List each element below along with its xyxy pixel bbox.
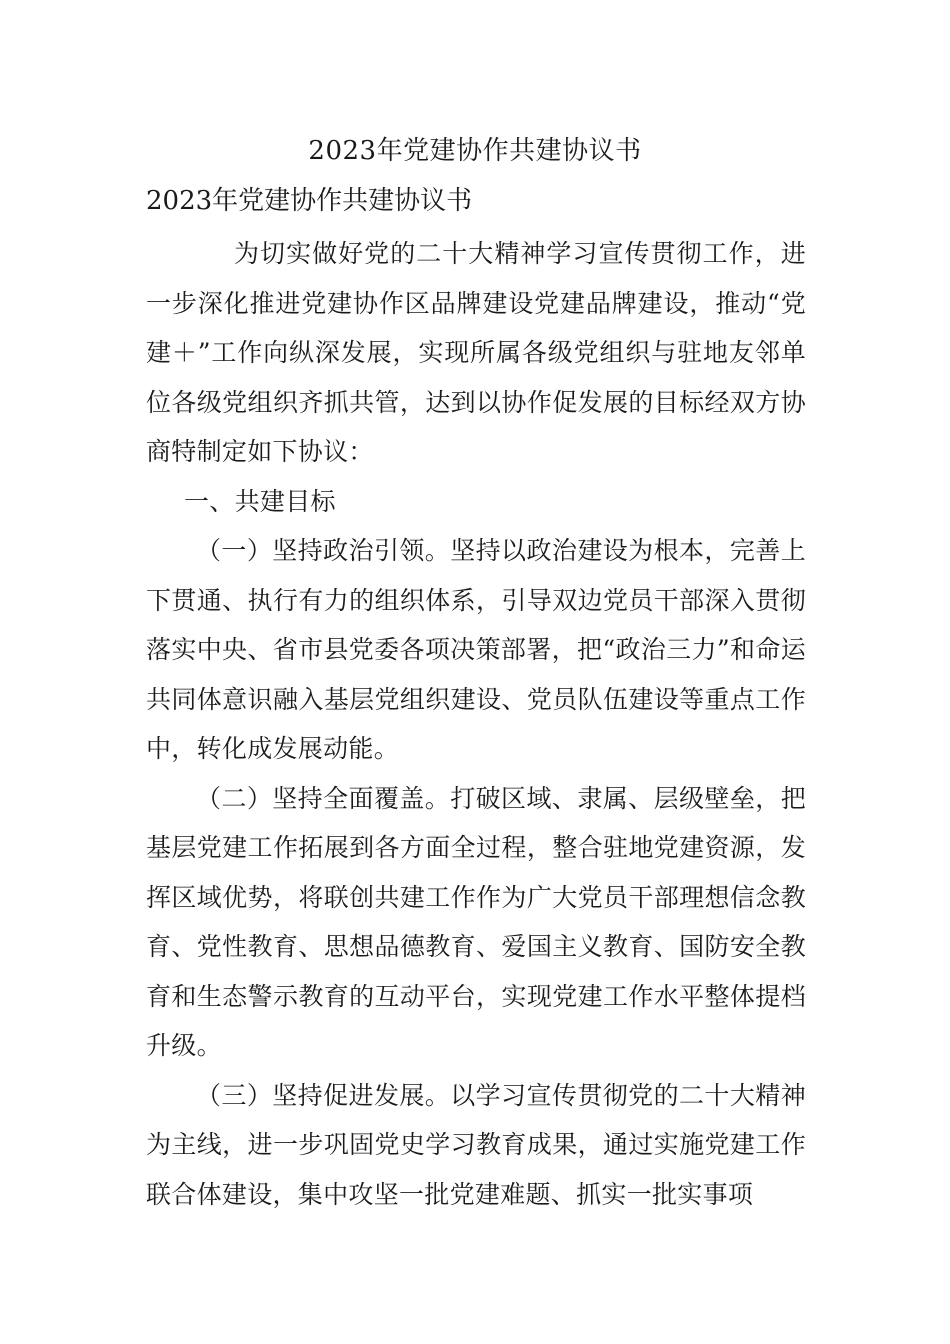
- paragraph-political-leadership: （一）坚持政治引领。坚持以政治建设为根本，完善上下贯通、执行有力的组织体系，引导双边党员干部深入贯彻落实中央、省市县党委各项决策部署，把“政治三力”和命运共同体意识融入基层党组织建设、党员队伍建设等重点工作中，转化成发展动能。: [146, 536, 806, 763]
- paragraph-full-coverage: （二）坚持全面覆盖。打破区域、隶属、层级壁垒，把基层党建工作拓展到各方面全过程，整合驻地党建资源，发挥区域优势，将联创共建工作作为广大党员干部理想信念教育、党性教育、思想品德教育、爱国主义教育、国防安全教育和生态警示教育的互动平台，实现党建工作水平整体提档升级。: [146, 783, 806, 1060]
- section-heading-goals: 一、共建目标: [184, 486, 336, 516]
- document-subtitle: 2023年党建协作共建协议书: [146, 186, 473, 216]
- paragraph-promote-development: （三）坚持促进发展。以学习宣传贯彻党的二十大精神为主线，进一步巩固党史学习教育成果，通过实施党建工作联合体建设，集中攻坚一批党建难题、抓实一批实事项: [146, 1080, 806, 1209]
- document-body: [146, 229, 806, 1219]
- intro-paragraph: 为切实做好党的二十大精神学习宣传贯彻工作，进一步深化推进党建协作区品牌建设党建品牌建设，推动“党建＋”工作向纵深发展，实现所属各级党组织与驻地友邻单位各级党组织齐抓共管，达到以协作促发展的目标经双方协商特制定如下协议：: [146, 239, 806, 466]
- document-title: 2023年党建协作共建协议书: [308, 136, 642, 166]
